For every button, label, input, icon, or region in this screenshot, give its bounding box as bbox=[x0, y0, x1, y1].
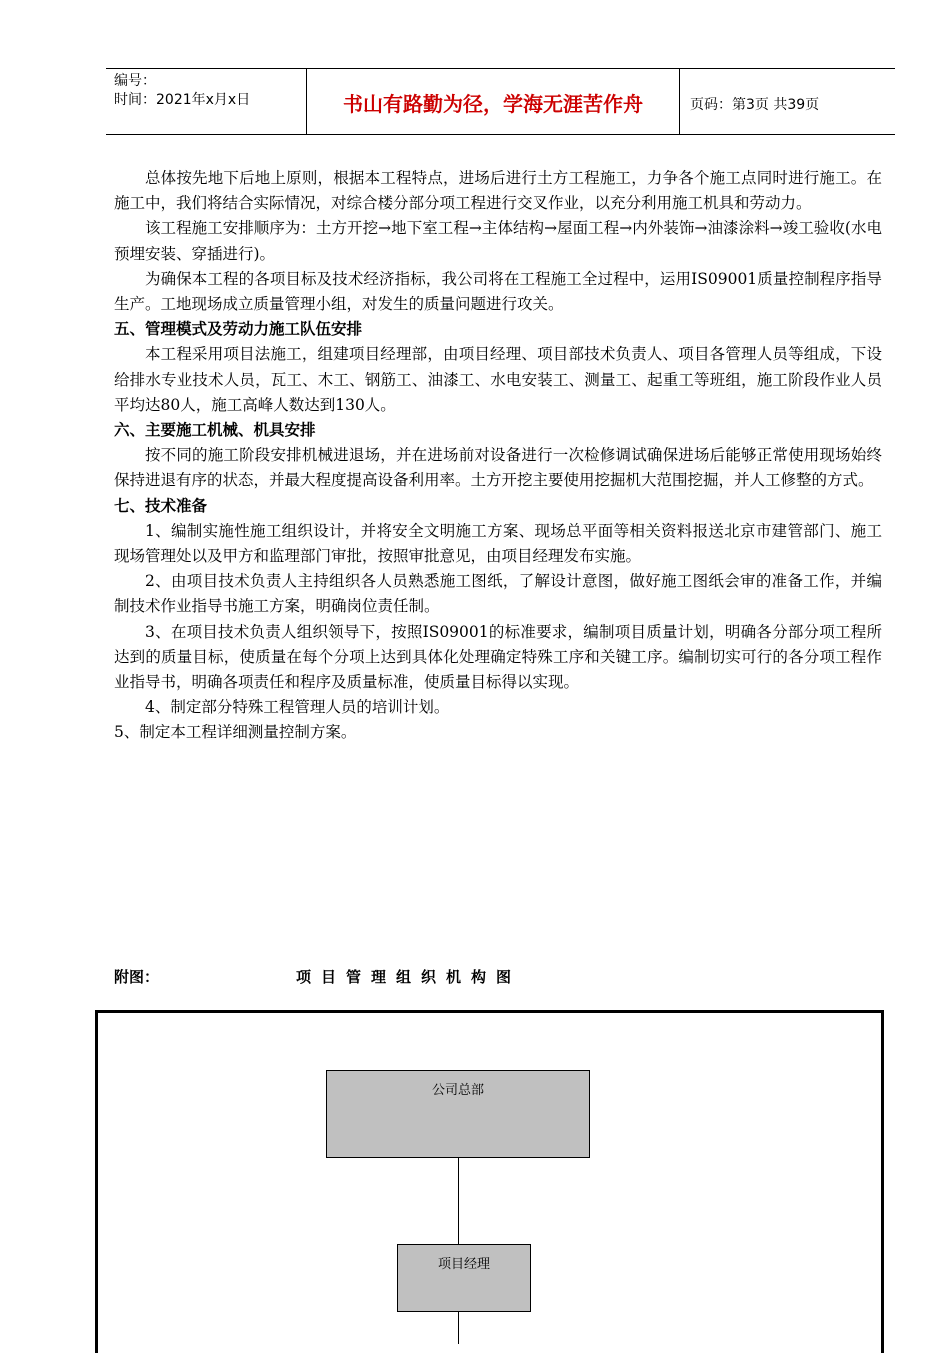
org-connector bbox=[458, 1158, 459, 1244]
paragraph: 本工程采用项目法施工，组建项目经理部，由项目经理、项目部技术负责人、项目各管理人员等组成，下设给排水专业技术人员，瓦工、木工、钢筋工、油漆工、水电安装工、测量工、起重工等班组，施工阶段作业人员平均达80人，施工高峰人数达到130人。 bbox=[114, 345, 882, 414]
document-body bbox=[114, 166, 882, 746]
header-bottom-rule bbox=[106, 134, 895, 135]
paragraph: 为确保本工程的各项目标及技术经济指标，我公司将在工程施工全过程中，运用IS09001质量控制程序指导生产。工地现场成立质量管理小组，对发生的质量问题进行攻关。 bbox=[114, 269, 882, 314]
header-time-label: 时间：2021年x月x日 bbox=[114, 92, 251, 108]
list-item: 3、在项目技术负责人组织领导下，按照IS09001的标准要求，编制项目质量计划，明确各分部分项工程所达到的质量目标，使质量在每个分项上达到具体化处理确定特殊工序和关键工序。编制切实可行的各分项工程作业指导书，明确各项责任和程序及质量标准，使质量目标得以实现。 bbox=[114, 622, 882, 692]
paragraph: 总体按先地下后地上原则，根据本工程特点，进场后进行土方工程施工，力争各个施工点同时进行施工。在施工中，我们将结合实际情况，对综合楼分部分项工程进行交叉作业，以充分利用施工机具和劳动力。 bbox=[114, 169, 882, 213]
list-item: 1、编制实施性施工组织设计，并将安全文明施工方案、现场总平面等相关资料报送北京市建管部门、施工现场管理处以及甲方和监理部门审批，按照审批意见，由项目经理发布实施。 bbox=[114, 521, 882, 566]
paragraph: 按不同的施工阶段安排机械进退场，并在进场前对设备进行一次检修调试确保进场后能够正常使用现场始终保持进退有序的状态，并最大程度提高设备利用率。土方开挖主要使用挖掘机大范围挖掘，并人工修整的方式。 bbox=[114, 446, 882, 490]
header-divider-left bbox=[306, 68, 307, 135]
org-connector bbox=[458, 1312, 459, 1344]
section-heading-6: 六、主要施工机械、机具安排 bbox=[114, 421, 316, 440]
header-page-label: 页码：第3页 共39页 bbox=[690, 97, 820, 113]
list-item: 4、制定部分特殊工程管理人员的培训计划。 bbox=[145, 698, 450, 717]
list-item: 2、由项目技术负责人主持组织各人员熟悉施工图纸，了解设计意图，做好施工图纸会审的准备工作，并编制技术作业指导书施工方案，明确岗位责任制。 bbox=[114, 572, 882, 616]
figure-label: 附图： bbox=[114, 968, 160, 986]
org-node-pm-label: 项目经理 bbox=[437, 1257, 490, 1272]
figure-title: 项目管理组织机构图 bbox=[296, 968, 522, 986]
header-meta bbox=[114, 72, 250, 110]
header-number-label: 编号： bbox=[114, 73, 156, 89]
org-node-project-manager bbox=[397, 1244, 531, 1312]
list-item: 5、制定本工程详细测量控制方案。 bbox=[114, 723, 357, 742]
section-heading-7: 七、技术准备 bbox=[114, 496, 208, 515]
org-node-company bbox=[326, 1070, 590, 1158]
org-node-company-label: 公司总部 bbox=[431, 1083, 484, 1098]
header-divider-right bbox=[679, 68, 680, 135]
header-motto: 书山有路勤为径，学海无涯苦作舟 bbox=[343, 92, 643, 116]
header-top-rule bbox=[106, 68, 895, 69]
paragraph: 该工程施工安排顺序为：土方开挖→地下室工程→主体结构→屋面工程→内外装饰→油漆涂料→竣工验收(水电预埋安装、穿插进行)。 bbox=[114, 219, 882, 263]
section-heading-5: 五、管理模式及劳动力施工队伍安排 bbox=[114, 320, 363, 339]
